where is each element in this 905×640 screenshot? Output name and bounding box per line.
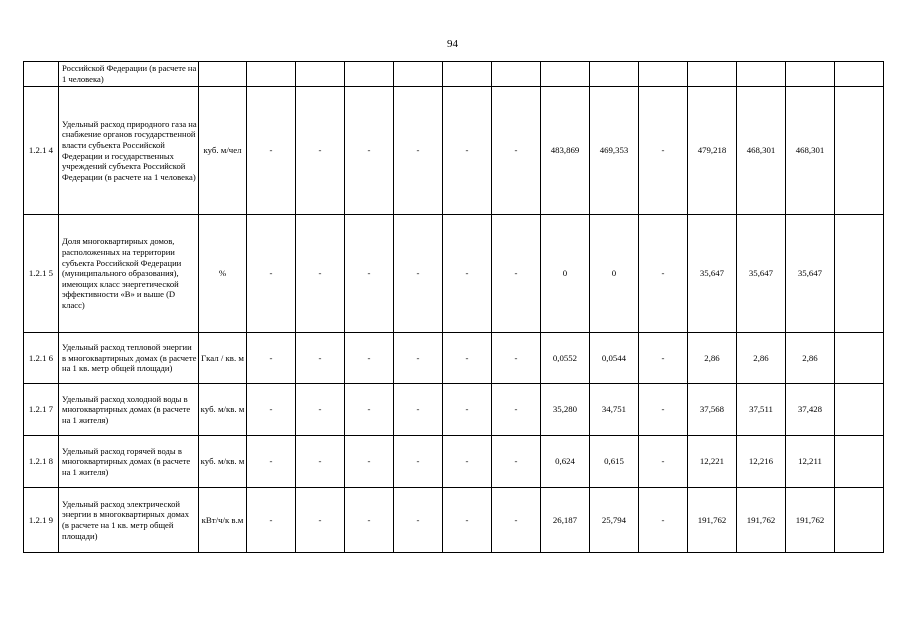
value-cell: - (443, 488, 492, 553)
value-cell: - (639, 87, 688, 215)
value-cell (541, 62, 590, 87)
indicator-table (23, 61, 884, 553)
value-cell: 468,301 (786, 87, 835, 215)
value-cell: 0,0552 (541, 333, 590, 384)
unit-cell: % (199, 215, 247, 333)
value-cell: 0,0544 (590, 333, 639, 384)
indicator-name-cell: Российской Федерации (в расчете на 1 человека) (59, 62, 199, 87)
value-cell: 35,647 (786, 215, 835, 333)
unit-cell: куб. м/чел (199, 87, 247, 215)
value-cell: 37,428 (786, 384, 835, 436)
value-cell: 34,751 (590, 384, 639, 436)
indicator-name-cell: Удельный расход природного газа на снабжение органов государственной власти субъекта Российской Федерации и государственных учреждений субъекта Российской Федерации (в расчете на 1 человека) (59, 87, 199, 215)
row-number-cell: 1.2.1 8 (24, 436, 59, 488)
value-cell: - (247, 87, 296, 215)
value-cell (688, 62, 737, 87)
value-cell: 0,624 (541, 436, 590, 488)
value-cell (590, 62, 639, 87)
value-cell: - (492, 488, 541, 553)
value-cell: - (247, 215, 296, 333)
indicator-name-cell: Доля многоквартирных домов, расположенных на территории субъекта Российской Федерации (муниципального образования), имеющих класс энергетической эффективности «В» и выше (D класс) (59, 215, 199, 333)
value-cell (835, 62, 884, 87)
value-cell: - (394, 87, 443, 215)
value-cell: - (296, 215, 345, 333)
value-cell: 469,353 (590, 87, 639, 215)
value-cell (345, 62, 394, 87)
value-cell: 35,280 (541, 384, 590, 436)
value-cell: - (443, 215, 492, 333)
value-cell: - (443, 436, 492, 488)
value-cell: - (345, 436, 394, 488)
value-cell (394, 62, 443, 87)
value-cell: - (492, 384, 541, 436)
row-number-cell: 1.2.1 6 (24, 333, 59, 384)
value-cell: - (492, 87, 541, 215)
unit-cell: куб. м/кв. м (199, 436, 247, 488)
unit-cell (199, 62, 247, 87)
value-cell: - (443, 384, 492, 436)
value-cell (296, 62, 345, 87)
value-cell (835, 384, 884, 436)
value-cell: 25,794 (590, 488, 639, 553)
value-cell: 37,568 (688, 384, 737, 436)
indicator-name-cell: Удельный расход тепловой энергии в многоквартирных домах (в расчете на 1 кв. метр общей площади) (59, 333, 199, 384)
value-cell: - (296, 436, 345, 488)
table-row (24, 488, 884, 553)
value-cell (443, 62, 492, 87)
value-cell: - (443, 333, 492, 384)
value-cell (835, 488, 884, 553)
value-cell: - (247, 333, 296, 384)
value-cell: - (345, 384, 394, 436)
value-cell: - (345, 488, 394, 553)
value-cell: 35,647 (737, 215, 786, 333)
indicator-name-cell: Удельный расход горячей воды в многоквартирных домах (в расчете на 1 жителя) (59, 436, 199, 488)
value-cell: 0 (541, 215, 590, 333)
value-cell: - (639, 488, 688, 553)
unit-cell: куб. м/кв. м (199, 384, 247, 436)
value-cell: 12,221 (688, 436, 737, 488)
value-cell: 12,211 (786, 436, 835, 488)
value-cell: - (296, 488, 345, 553)
row-number-cell: 1.2.1 4 (24, 87, 59, 215)
value-cell: - (394, 488, 443, 553)
value-cell: - (247, 384, 296, 436)
value-cell (835, 87, 884, 215)
value-cell: - (394, 384, 443, 436)
value-cell: 26,187 (541, 488, 590, 553)
value-cell: - (443, 87, 492, 215)
value-cell: 483,869 (541, 87, 590, 215)
value-cell: - (394, 333, 443, 384)
value-cell: 0,615 (590, 436, 639, 488)
table-row (24, 333, 884, 384)
value-cell: - (247, 436, 296, 488)
value-cell: - (296, 384, 345, 436)
value-cell (737, 62, 786, 87)
row-number-cell: 1.2.1 9 (24, 488, 59, 553)
unit-cell: Гкал / кв. м (199, 333, 247, 384)
value-cell: 2,86 (786, 333, 835, 384)
value-cell: 191,762 (688, 488, 737, 553)
value-cell (247, 62, 296, 87)
table-row (24, 436, 884, 488)
page-number: 94 (447, 38, 458, 50)
table-row (24, 87, 884, 215)
value-cell: - (492, 333, 541, 384)
value-cell: - (492, 215, 541, 333)
value-cell: - (247, 488, 296, 553)
value-cell: 479,218 (688, 87, 737, 215)
value-cell: 2,86 (688, 333, 737, 384)
value-cell: - (639, 333, 688, 384)
value-cell: - (345, 333, 394, 384)
value-cell: 12,216 (737, 436, 786, 488)
unit-cell: кВт/ч/к в.м (199, 488, 247, 553)
value-cell (492, 62, 541, 87)
row-number-cell (24, 62, 59, 87)
value-cell: - (394, 215, 443, 333)
value-cell (639, 62, 688, 87)
value-cell: 468,301 (737, 87, 786, 215)
value-cell (786, 62, 835, 87)
value-cell: - (296, 333, 345, 384)
value-cell (835, 436, 884, 488)
value-cell (835, 333, 884, 384)
row-number-cell: 1.2.1 7 (24, 384, 59, 436)
indicator-name-cell: Удельный расход электрической энергии в многоквартирных домах (в расчете на 1 кв. метр общей площади) (59, 488, 199, 553)
value-cell: - (394, 436, 443, 488)
value-cell: 0 (590, 215, 639, 333)
value-cell: 191,762 (737, 488, 786, 553)
value-cell: - (345, 215, 394, 333)
value-cell: - (639, 384, 688, 436)
value-cell: 37,511 (737, 384, 786, 436)
indicator-name-cell: Удельный расход холодной воды в многоквартирных домах (в расчете на 1 жителя) (59, 384, 199, 436)
value-cell: - (345, 87, 394, 215)
value-cell: 2,86 (737, 333, 786, 384)
value-cell (835, 215, 884, 333)
value-cell: - (492, 436, 541, 488)
value-cell: 191,762 (786, 488, 835, 553)
table-row (24, 62, 884, 87)
row-number-cell: 1.2.1 5 (24, 215, 59, 333)
value-cell: - (296, 87, 345, 215)
table-row (24, 215, 884, 333)
value-cell: - (639, 215, 688, 333)
value-cell: 35,647 (688, 215, 737, 333)
value-cell: - (639, 436, 688, 488)
table-row (24, 384, 884, 436)
